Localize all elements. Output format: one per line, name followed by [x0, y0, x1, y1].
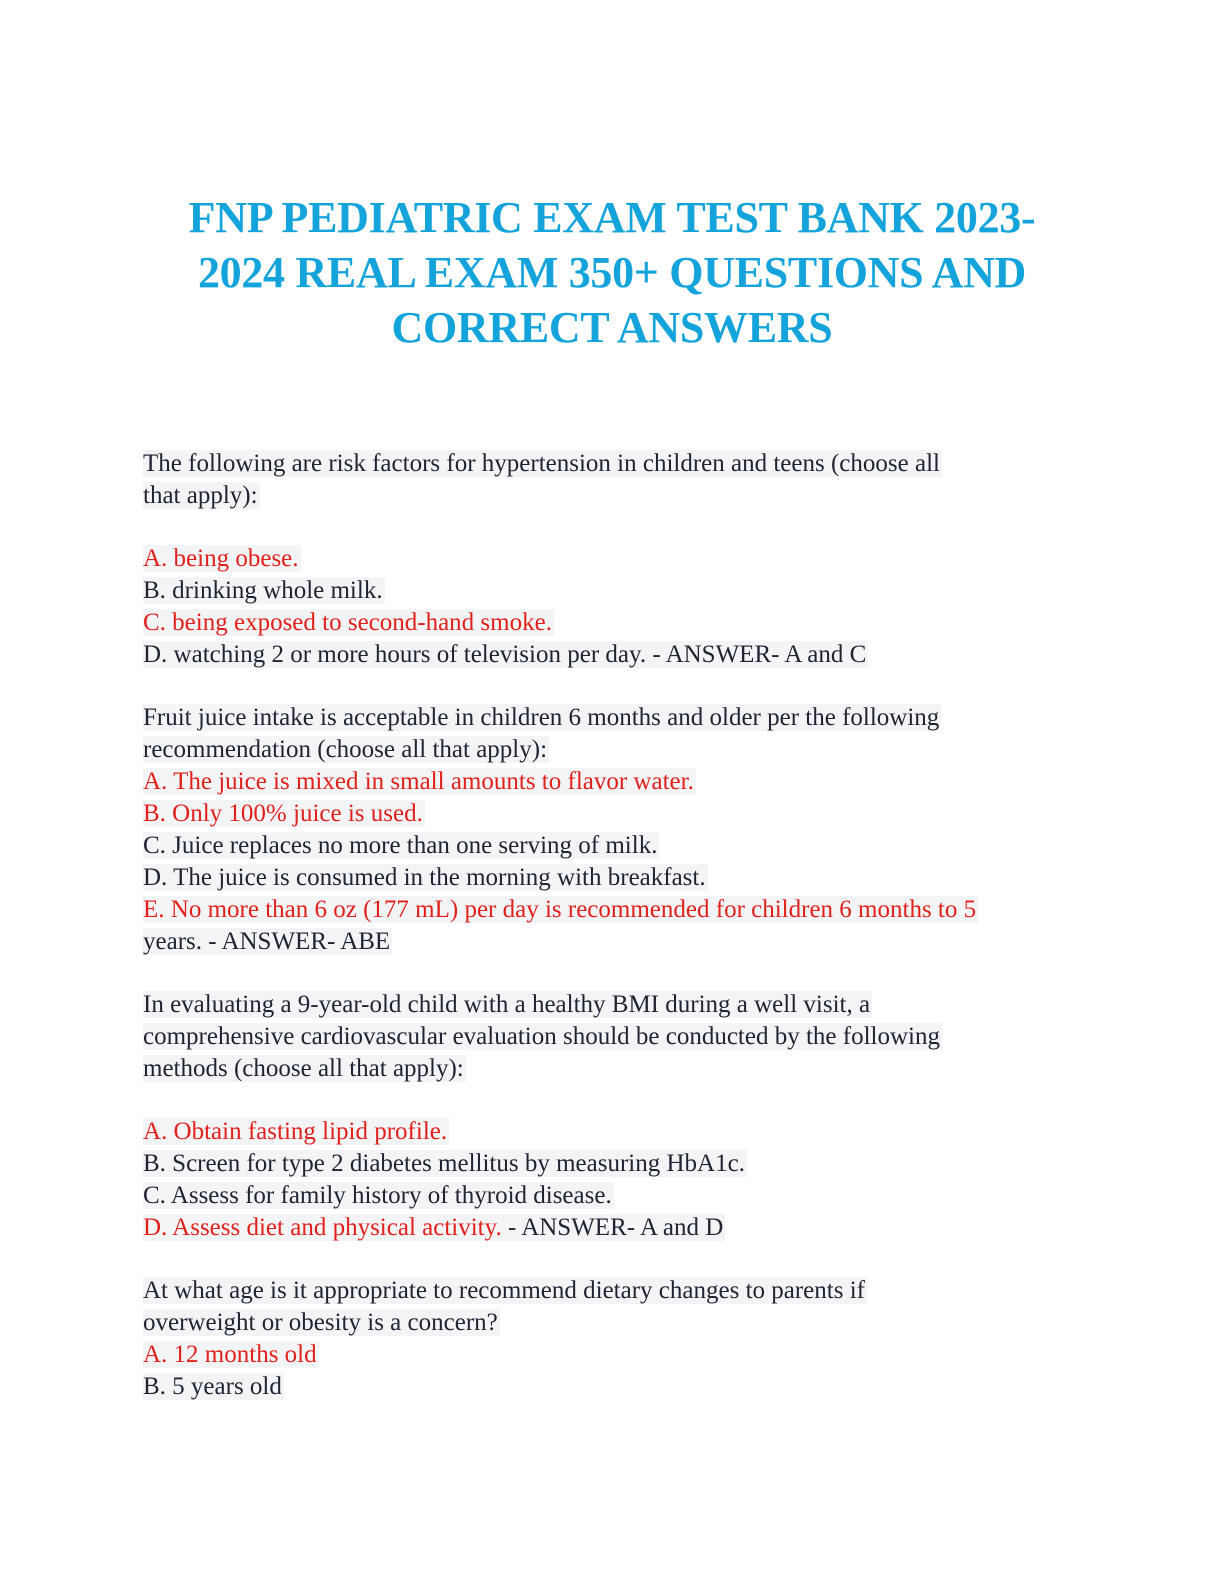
answer-option: D. The juice is consumed in the morning with breakfast.	[143, 864, 706, 891]
title-line: 2024 REAL EXAM 350+ QUESTIONS AND	[197, 248, 1027, 297]
question-stem-line: methods (choose all that apply):	[143, 1055, 464, 1082]
question-stem-line: that apply):	[143, 482, 258, 509]
title-line: CORRECT ANSWERS	[391, 303, 833, 352]
question-stem-line: comprehensive cardiovascular evaluation should be conducted by the following	[143, 1023, 940, 1050]
question-stem-line: At what age is it appropriate to recommend dietary changes to parents if	[143, 1277, 865, 1304]
answer-option-correct: A. being obese.	[143, 545, 299, 572]
answer-option-continuation: years. - ANSWER- ABE	[143, 928, 391, 955]
answer-option-correct: D. Assess diet and physical activity. - ANSWER- A and D	[143, 1214, 724, 1241]
question-stem-line: recommendation (choose all that apply):	[143, 736, 548, 763]
question-block	[143, 702, 1093, 958]
answer-option: B. 5 years old	[143, 1373, 282, 1400]
answer-option: B. Screen for type 2 diabetes mellitus by measuring HbA1c.	[143, 1150, 745, 1177]
question-stem-line: overweight or obesity is a concern?	[143, 1309, 498, 1336]
answer-key: - ANSWER- A and C	[646, 641, 867, 668]
question-stem-line: Fruit juice intake is acceptable in children 6 months and older per the following	[143, 704, 940, 731]
answer-key: - ANSWER- ABE	[202, 928, 391, 955]
title-line: FNP PEDIATRIC EXAM TEST BANK 2023-	[188, 193, 1036, 242]
answer-option-correct: E. No more than 6 oz (177 mL) per day is recommended for children 6 months to 5	[143, 896, 977, 923]
document-title	[0, 190, 1224, 355]
question-stem-line: The following are risk factors for hypertension in children and teens (choose all	[143, 450, 940, 477]
answer-option-correct: A. Obtain fasting lipid profile.	[143, 1118, 448, 1145]
question-list	[143, 448, 1093, 1403]
answer-option: C. Assess for family history of thyroid disease.	[143, 1182, 612, 1209]
question-stem-line: In evaluating a 9-year-old child with a healthy BMI during a well visit, a	[143, 991, 871, 1018]
answer-option-correct: B. Only 100% juice is used.	[143, 800, 423, 827]
answer-option: B. drinking whole milk.	[143, 577, 383, 604]
question-block	[143, 448, 1093, 671]
answer-option-correct: A. 12 months old	[143, 1341, 317, 1368]
answer-option-correct: C. being exposed to second-hand smoke.	[143, 609, 552, 636]
answer-option: D. watching 2 or more hours of television per day. - ANSWER- A and C	[143, 641, 867, 668]
answer-option: C. Juice replaces no more than one serving of milk.	[143, 832, 658, 859]
question-block	[143, 989, 1093, 1244]
question-block	[143, 1275, 1093, 1403]
answer-key: - ANSWER- A and D	[501, 1214, 724, 1241]
answer-option-correct: A. The juice is mixed in small amounts to flavor water.	[143, 768, 694, 795]
